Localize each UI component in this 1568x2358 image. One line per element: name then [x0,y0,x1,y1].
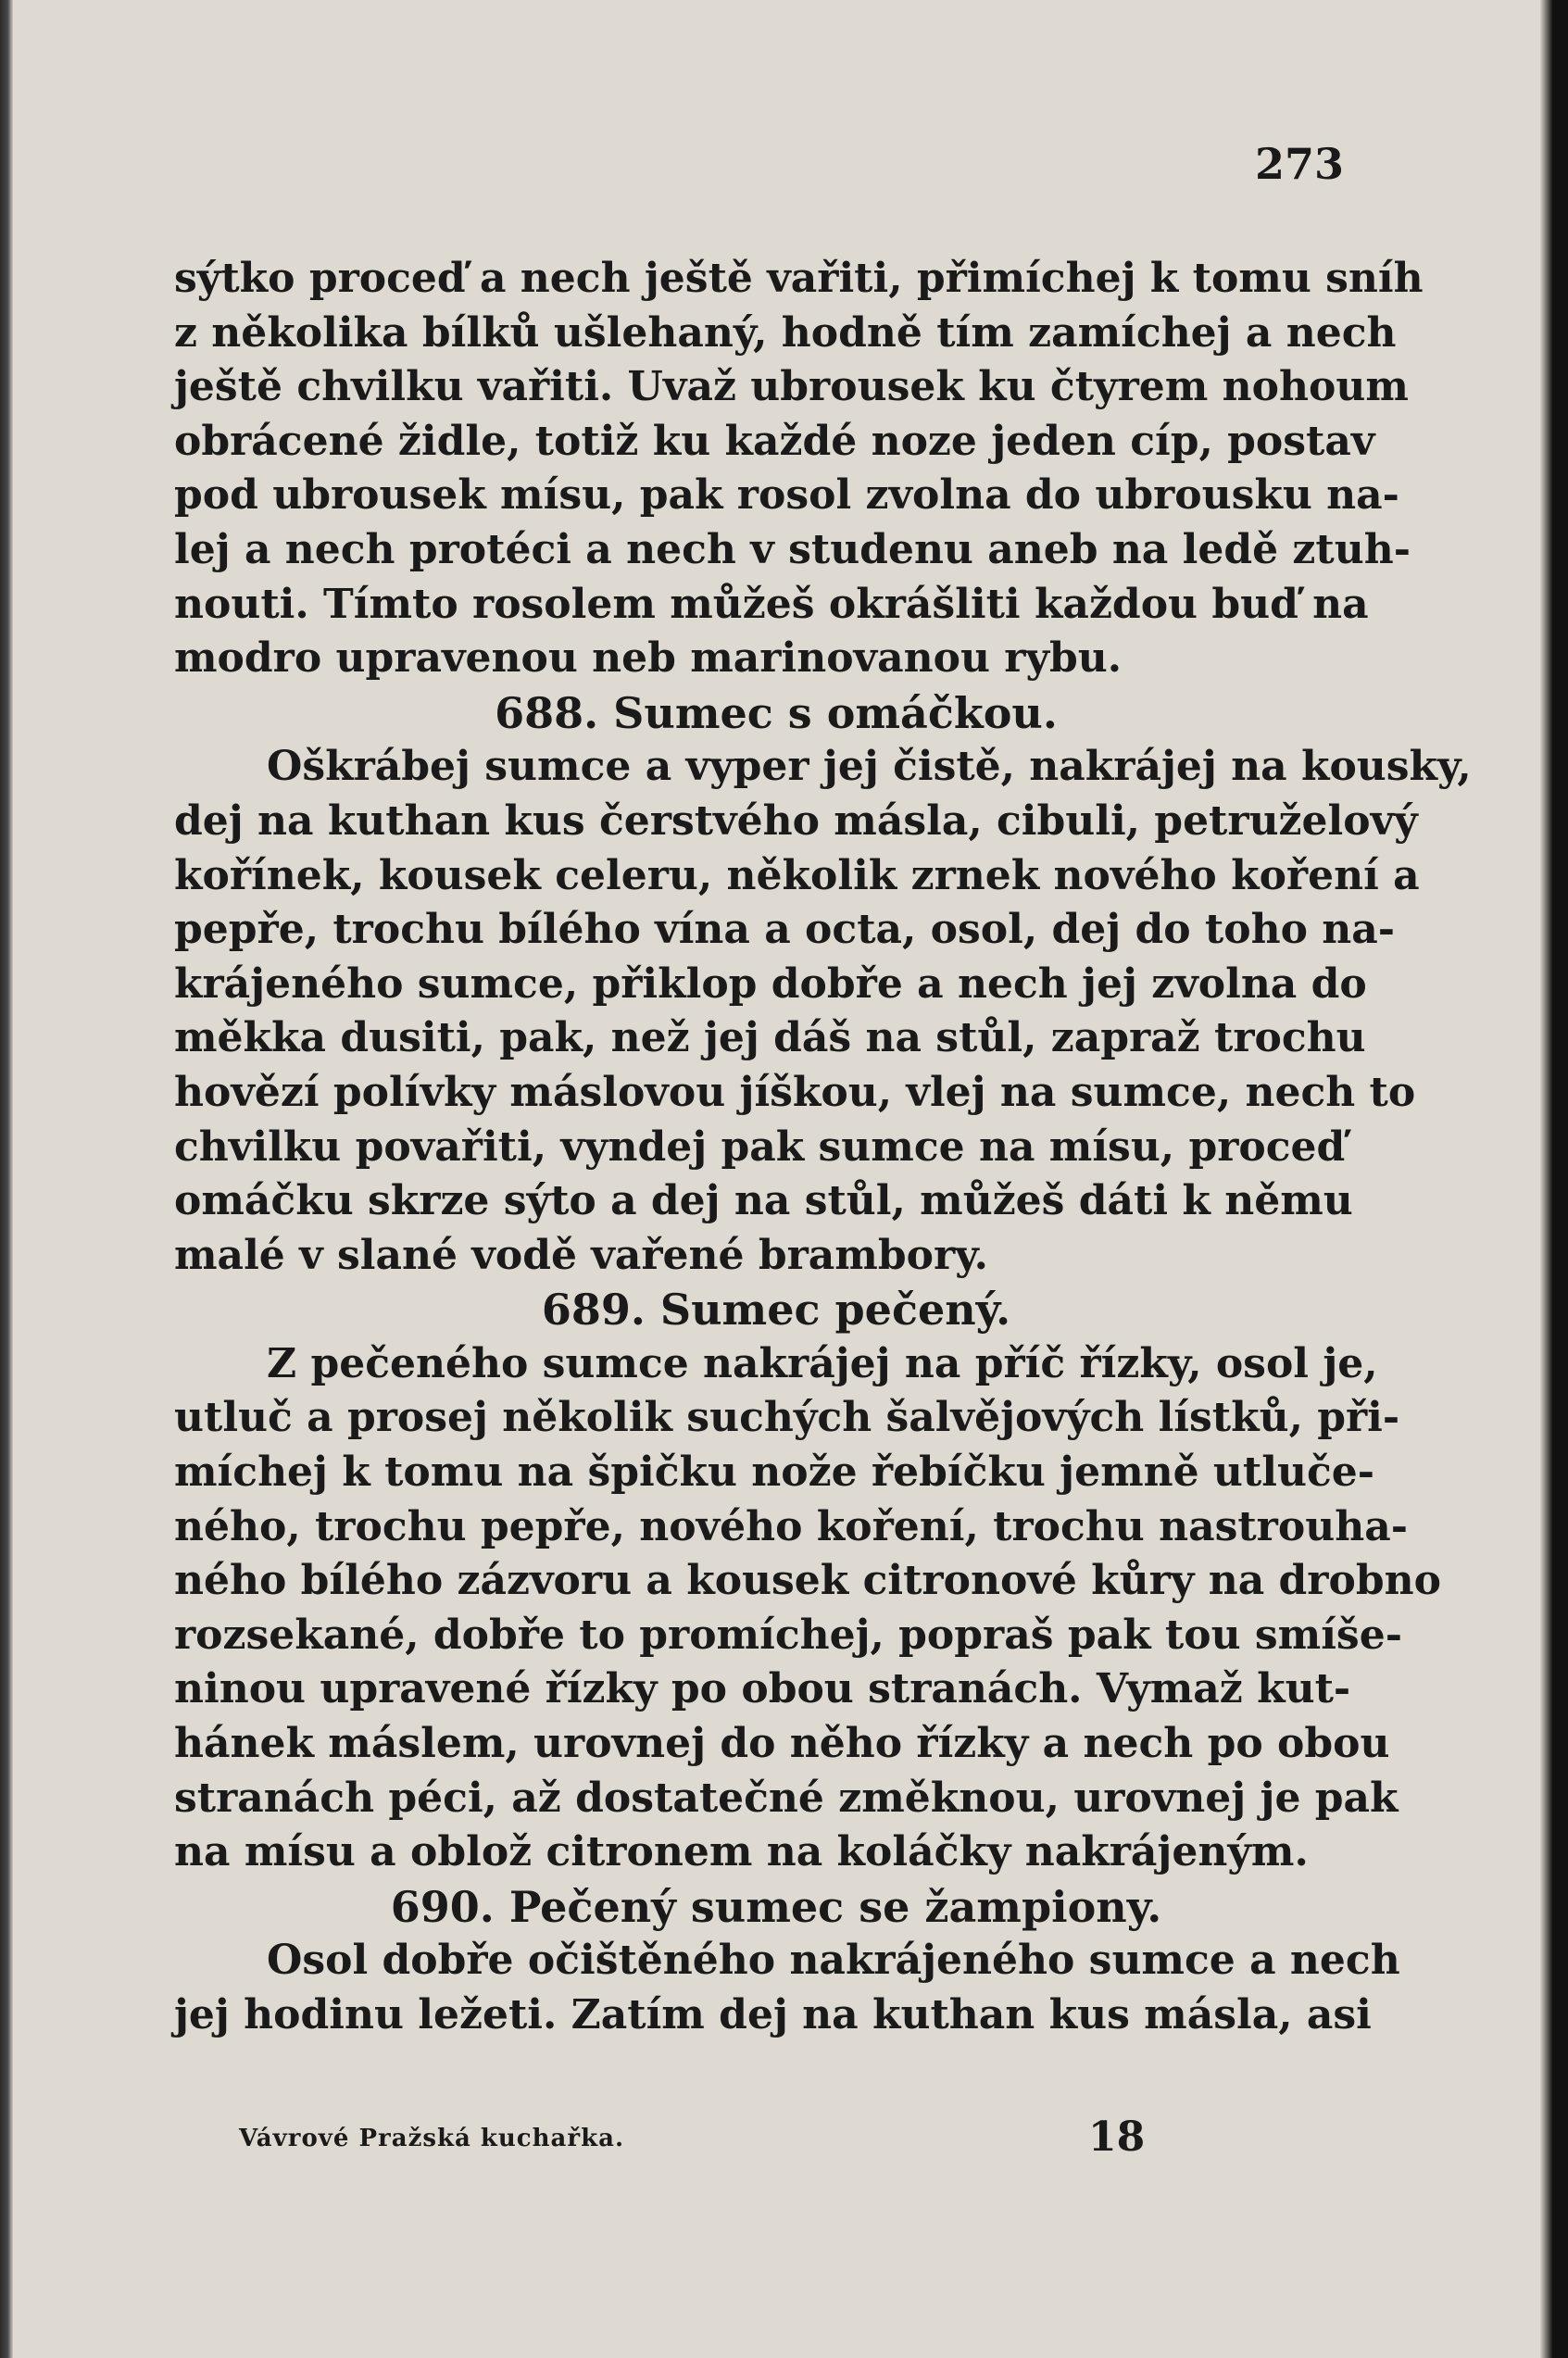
text-line: modro upravenou neb marinovanou rybu. [174,634,1123,683]
text-line: rozsekané, dobře to promíchej, popraš pak tou smíše- [174,1611,1402,1659]
text-line: nouti. Tímto rosolem můžeš okrášliti každou buď na [174,580,1369,628]
paragraph [174,252,1424,686]
text-line: ninou upravené řízky po obou stranách. Vymaž kut- [174,1665,1351,1713]
paragraph [174,740,1472,1283]
text-line: sýtko proceď a nech ještě vařiti, přimíchej k tomu sníh [174,255,1424,302]
page-text [174,252,1472,2043]
text-line: Oškrábej sumce a vyper jej čistě, nakrájej na kousky, [267,743,1472,791]
text-line: měkka dusiti, pak, než jej dáš na stůl, zapraž trochu [174,1014,1366,1062]
text-line: míchej k tomu na špičku nože řebíčku jemně utluče- [174,1449,1375,1497]
text-line: jej hodinu ležeti. Zatím dej na kuthan kus másla, asi [174,1991,1372,2038]
page-right-edge [1540,0,1568,2358]
text-line: ného, trochu pepře, nového koření, trochu nastrouha- [174,1502,1408,1550]
text-line: lej a nech protéci a nech v studenu aneb na ledě ztuh- [174,525,1411,573]
paragraph [174,1934,1400,2042]
footer-sheet-number: 18 [1088,2113,1146,2161]
text-line: hovězí polívky máslovou jíškou, vlej na sumce, nech to [174,1068,1416,1116]
text-line: pod ubrousek mísu, pak rosol zvolna do ubrousku na- [174,471,1399,520]
text-line: pepře, trochu bílého vína a octa, osol, dej do toho na- [174,906,1396,954]
text-line: Z pečeného sumce nakrájej na příč řízky, osol je, [267,1339,1378,1387]
paragraph [174,1337,1441,1880]
page-number: 273 [1255,139,1345,189]
text-line: chvilku povařiti, vyndej pak sumce na mísu, proceď [174,1123,1346,1171]
text-line: kořínek, kousek celeru, několik zrnek nového koření a [174,851,1420,899]
text-line: omáčku skrze sýto a dej na stůl, můžeš dáti k němu [174,1177,1353,1225]
page-left-edge [0,0,13,2358]
text-line: hánek máslem, urovnej do něho řízky a nech po obou [174,1720,1390,1768]
text-line: stranách péci, až dostatečné změknou, urovnej je pak [174,1774,1399,1822]
text-line: dej na kuthan kus čerstvého másla, cibuli, petruželový [174,796,1418,845]
text-line: krájeného sumce, přiklop dobře a nech jej zvolna do [174,960,1367,1008]
text-line: obrácené židle, totiž ku každé noze jeden cíp, postav [174,417,1375,465]
text-line: ného bílého zázvoru a kousek citronové kůry na drobno [174,1557,1441,1605]
recipe-heading: 690. Pečený sumec se žampiony. [390,1881,1162,1932]
text-line: z několika bílků ušlehaný, hodně tím zamíchej a nech [174,308,1397,357]
text-line: Osol dobře očištěného nakrájeného sumce a nech [267,1937,1400,1985]
text-line: malé v slané vodě vařené brambory. [174,1231,988,1279]
text-line: na mísu a oblož citronem na koláčky nakrájeným. [174,1828,1309,1876]
footer-signature: Vávrové Pražská kuchařka. [239,2125,625,2152]
recipe-heading: 688. Sumec s omáčkou. [495,687,1058,738]
recipe-heading: 689. Sumec pečený. [541,1285,1011,1336]
text-line: utluč a prosej několik suchých šalvějových lístků, při- [174,1394,1400,1442]
text-line: ještě chvilku vařiti. Uvaž ubrousek ku čtyrem nohoum [174,363,1409,411]
